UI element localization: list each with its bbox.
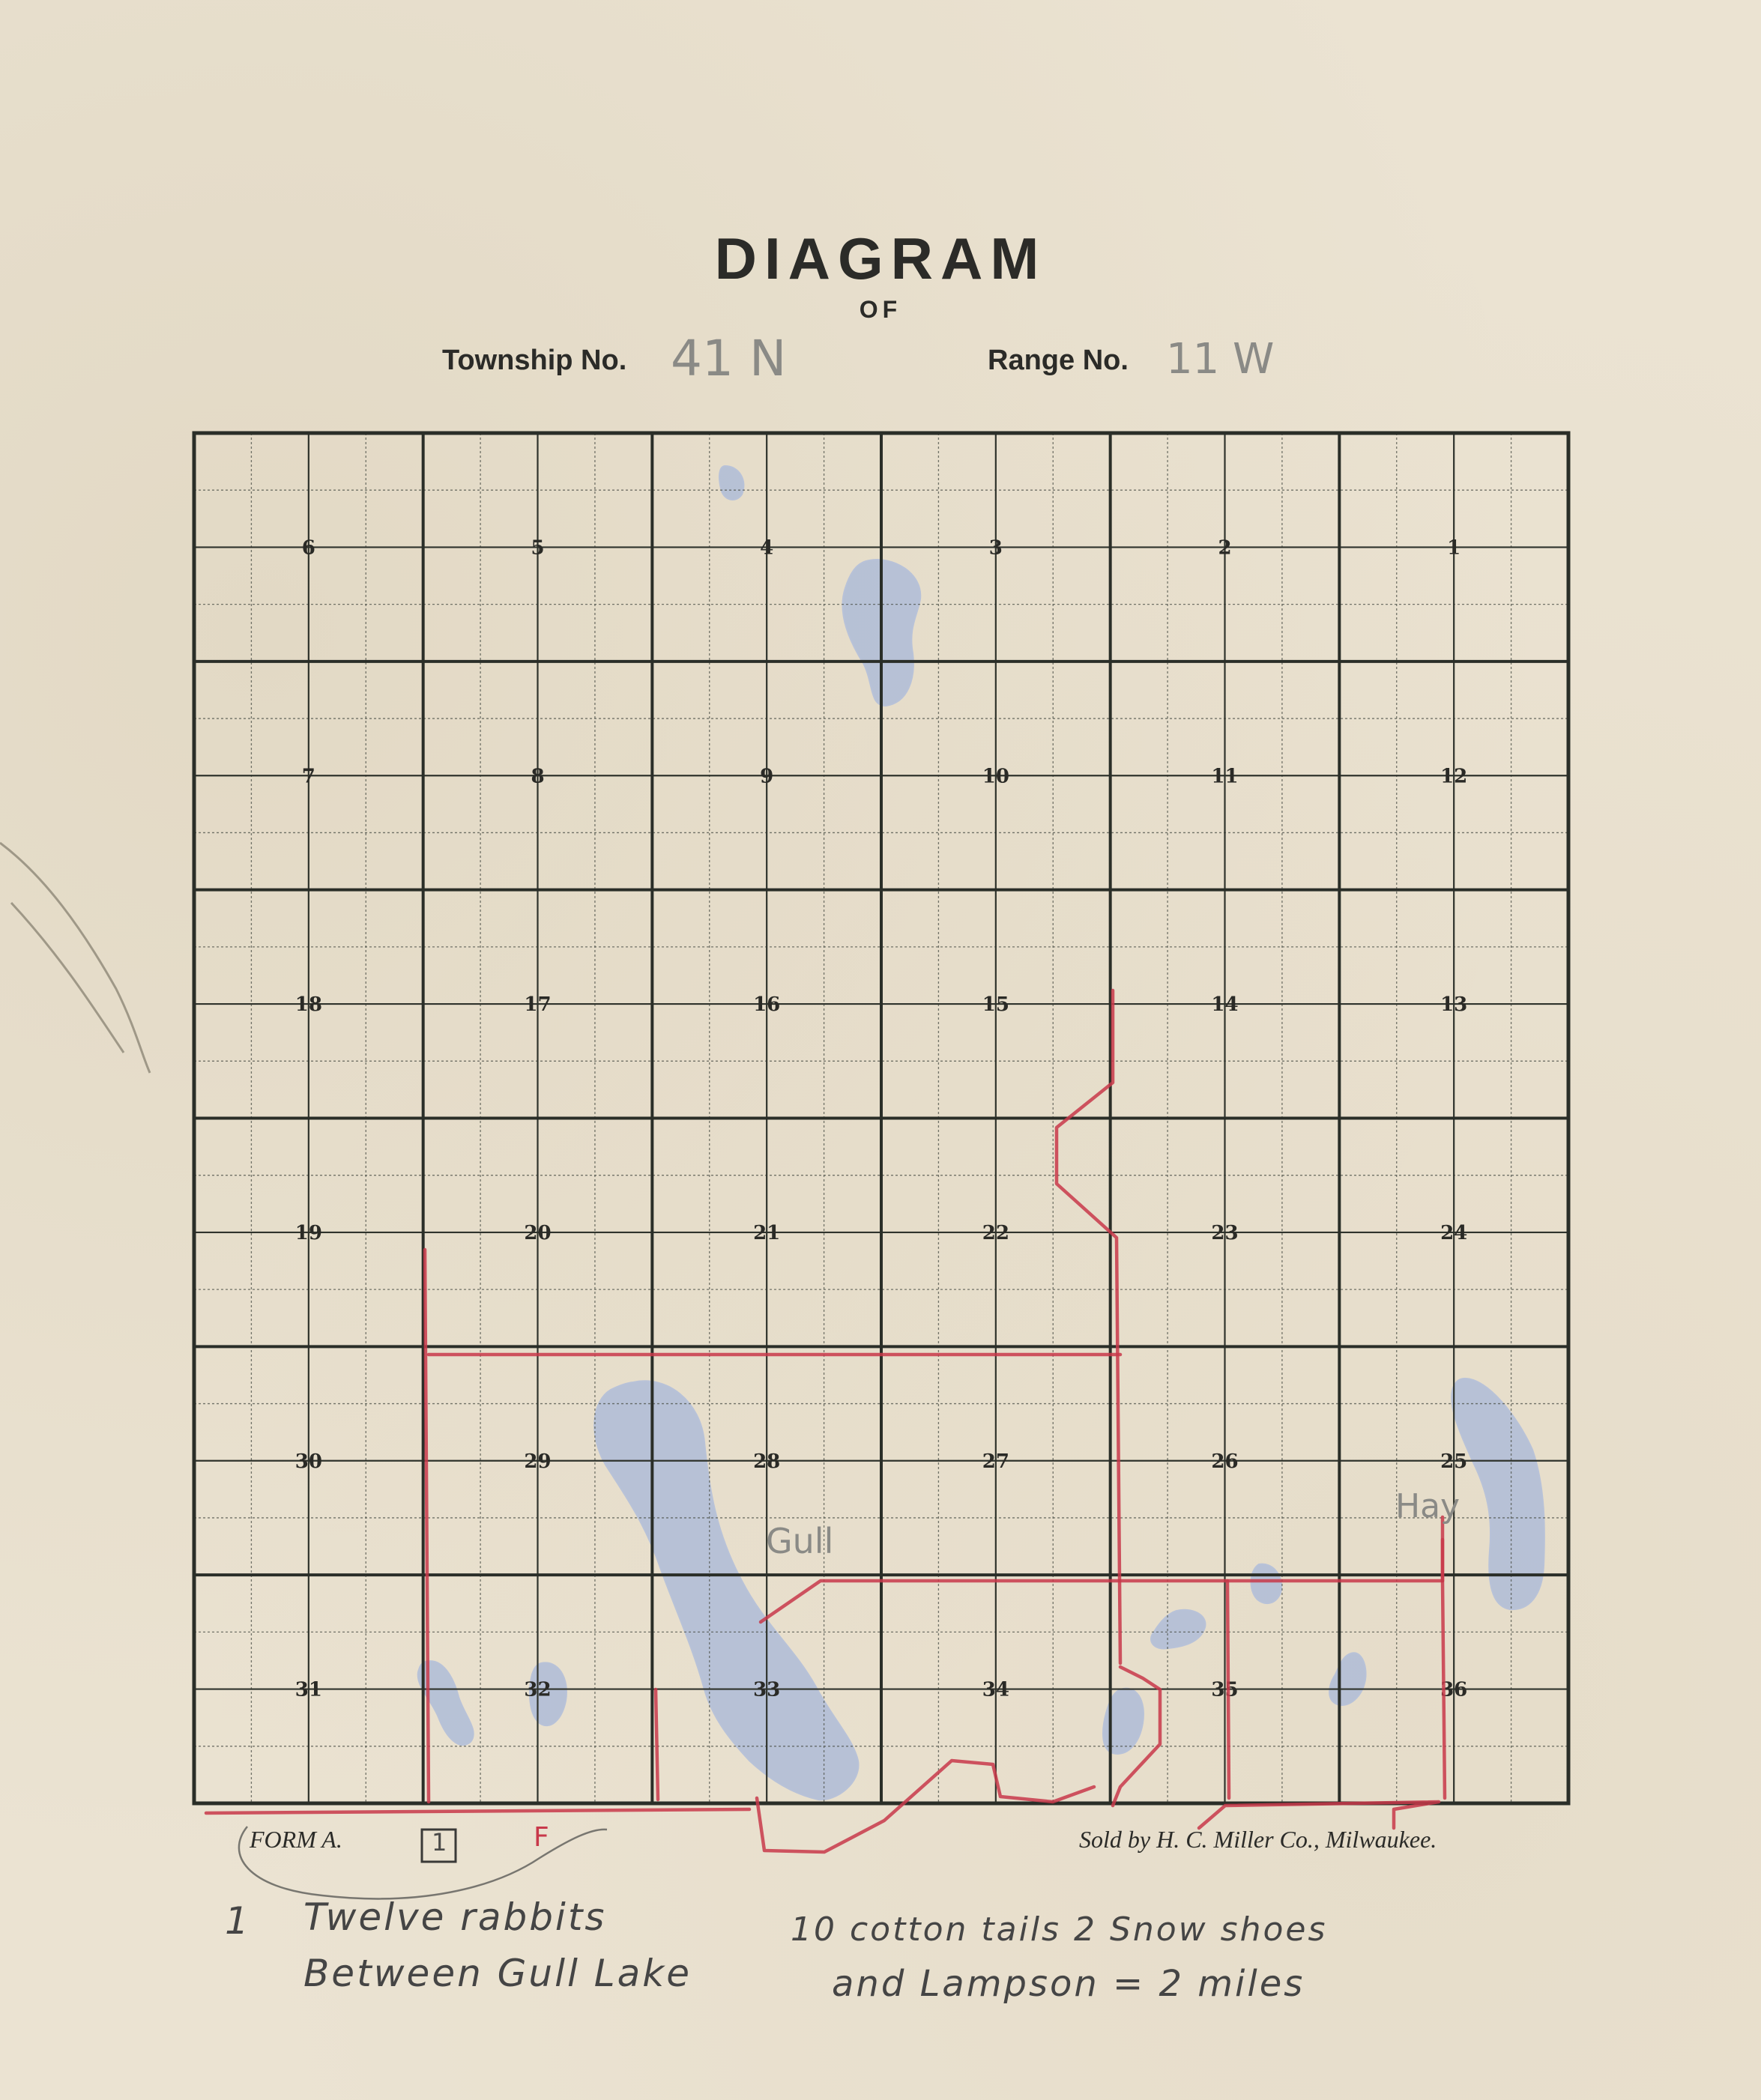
range-label: Range No. <box>988 345 1129 376</box>
section-number-34: 34 <box>982 1678 1009 1701</box>
lake-section-26-small <box>1251 1564 1282 1603</box>
lakes <box>418 466 1544 1800</box>
section-number-22: 22 <box>982 1221 1009 1244</box>
red-line-33-vert <box>656 1689 658 1800</box>
section-number-32: 32 <box>524 1678 552 1701</box>
note-line1-b: 10 cotton tails 2 Snow shoes <box>791 1910 1328 1949</box>
section-number-11: 11 <box>1211 765 1239 788</box>
section-number-21: 21 <box>753 1221 781 1244</box>
section-number-18: 18 <box>294 993 322 1017</box>
section-number-17: 17 <box>524 993 552 1017</box>
red-line-36-vert <box>1443 1581 1445 1798</box>
township-label: Township No. <box>442 345 627 376</box>
section-number-26: 26 <box>1211 1450 1239 1473</box>
section-number-6: 6 <box>301 536 315 560</box>
box-mark-number: 1 <box>432 1828 447 1857</box>
annotation-gull: Gull <box>766 1521 834 1561</box>
form-label: FORM A. <box>250 1826 342 1853</box>
section-number-7: 7 <box>301 765 315 788</box>
range-value: 11 W <box>1166 335 1275 384</box>
section-number-36: 36 <box>1440 1678 1468 1701</box>
section-number-30: 30 <box>294 1450 322 1473</box>
paper-crease <box>0 843 150 1073</box>
note-line2-b: and Lampson = 2 miles <box>832 1963 1305 2005</box>
section-number-24: 24 <box>1440 1221 1468 1244</box>
annotation-hay: Hay <box>1395 1487 1461 1525</box>
lake-section-4-small <box>719 466 743 500</box>
grid-section-lines <box>194 433 1568 1803</box>
lake-section-35-a <box>1151 1610 1205 1649</box>
red-line-bottom-east <box>1199 1802 1439 1828</box>
section-number-20: 20 <box>524 1221 552 1244</box>
annotation-f: F <box>534 1822 549 1853</box>
section-number-33: 33 <box>753 1678 781 1701</box>
section-number-12: 12 <box>1440 765 1468 788</box>
lake-section-36 <box>1329 1653 1365 1705</box>
section-number-5: 5 <box>531 536 545 560</box>
lake-gull <box>594 1381 858 1800</box>
section-number-8: 8 <box>531 765 545 788</box>
sold-by-label: Sold by H. C. Miller Co., Milwaukee. <box>1079 1826 1437 1853</box>
page-title: DIAGRAM <box>714 226 1047 291</box>
section-number-23: 23 <box>1211 1221 1239 1244</box>
section-number-15: 15 <box>982 993 1009 1017</box>
red-line-35-vert <box>1227 1581 1229 1798</box>
section-number-2: 2 <box>1218 536 1232 560</box>
section-number-1: 1 <box>1447 536 1461 560</box>
section-number-13: 13 <box>1440 993 1468 1017</box>
title-of: OF <box>859 296 902 323</box>
section-number-31: 31 <box>294 1678 322 1701</box>
section-number-27: 27 <box>982 1450 1009 1473</box>
section-number-16: 16 <box>753 993 781 1017</box>
section-number-19: 19 <box>294 1221 322 1244</box>
section-number-14: 14 <box>1211 993 1239 1017</box>
section-number-28: 28 <box>753 1450 781 1473</box>
red-line-bottom-edge <box>206 1809 749 1813</box>
note-line2-a: Between Gull Lake <box>303 1952 692 1995</box>
red-line-west-vertical <box>425 1250 429 1802</box>
note-number: 1 <box>225 1899 251 1943</box>
section-number-29: 29 <box>524 1450 552 1473</box>
section-number-35: 35 <box>1211 1678 1239 1701</box>
section-number-3: 3 <box>988 536 1003 560</box>
section-number-9: 9 <box>760 765 774 788</box>
section-number-4: 4 <box>760 536 774 560</box>
note-line1-a: Twelve rabbits <box>303 1895 607 1939</box>
section-number-10: 10 <box>982 765 1009 788</box>
section-number-25: 25 <box>1440 1450 1468 1473</box>
township-value: 41 N <box>671 330 787 387</box>
